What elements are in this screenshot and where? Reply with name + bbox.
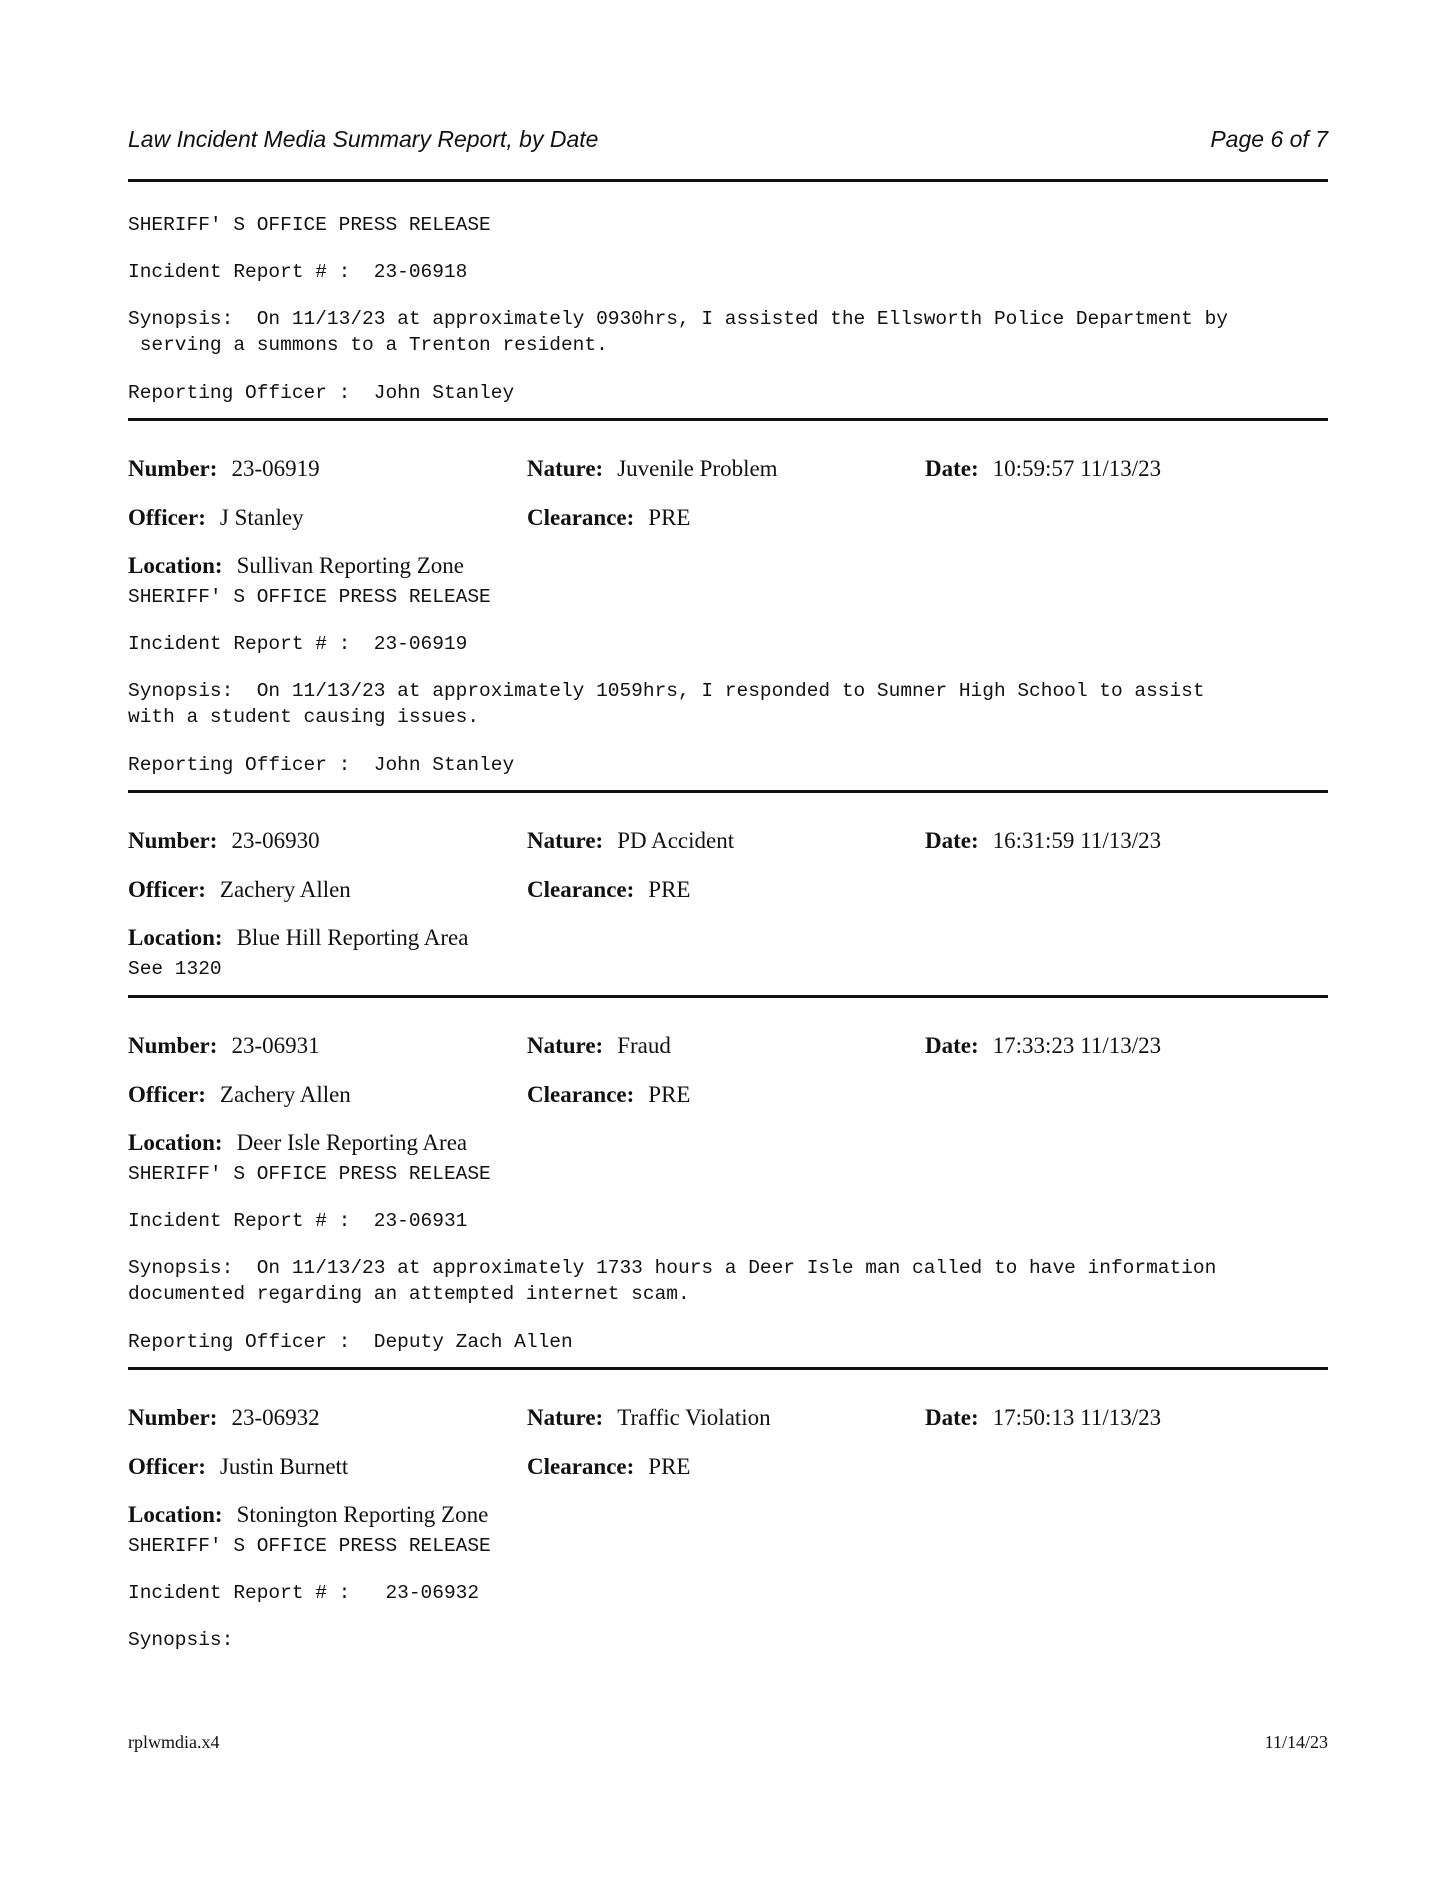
number-label: Number: [128,1405,218,1430]
location-value: Blue Hill Reporting Area [236,925,469,950]
incident-number [128,828,320,854]
section-rule [128,995,1328,998]
incident-number [128,1033,320,1059]
location-label: Location: [128,1130,223,1155]
number-value: 23-06932 [231,1405,320,1430]
incident-date [925,456,1161,482]
nature-value: Traffic Violation [617,1405,771,1430]
date-label: Date: [925,1033,979,1058]
date-value: 17:50:13 11/13/23 [992,1405,1162,1430]
press-release-heading: SHERIFF' S OFFICE PRESS RELEASE [128,214,491,236]
date-label: Date: [925,456,979,481]
incident-officer [128,1082,351,1108]
officer-label: Officer: [128,1082,206,1107]
clearance-value: PRE [648,505,691,530]
clearance-label: Clearance: [527,505,635,530]
nature-label: Nature: [527,1033,604,1058]
number-label: Number: [128,456,218,481]
nature-label: Nature: [527,828,604,853]
clearance-value: PRE [648,1454,691,1479]
incident-nature [527,828,734,854]
section-rule [128,790,1328,793]
location-value: Deer Isle Reporting Area [236,1130,468,1155]
clearance-label: Clearance: [527,1082,635,1107]
press-release-heading: SHERIFF' S OFFICE PRESS RELEASE [128,586,491,608]
incident-report-number: Incident Report # : 23-06932 [128,1582,480,1604]
incident-nature [527,1033,671,1059]
date-value: 16:31:59 11/13/23 [992,828,1162,853]
synopsis: Synopsis: On 11/13/23 at approximately 0930hrs, I assisted the Ellsworth Police Department by serving a summons to a Trenton resident. [128,308,1228,356]
incident-report-number: Incident Report # : 23-06931 [128,1210,468,1232]
incident-nature [527,456,778,482]
synopsis: Synopsis: On 11/13/23 at approximately 1733 hours a Deer Isle man called to have information documented regarding an attempted internet scam. [128,1257,1217,1305]
nature-value: PD Accident [617,828,735,853]
synopsis: Synopsis: [128,1629,234,1651]
page-header [128,126,1328,160]
incident-location [128,925,468,951]
incident-report-number: Incident Report # : 23-06918 [128,261,468,283]
incident-officer [128,877,351,903]
incident-nature [527,1405,771,1431]
incident-location [128,1502,488,1528]
nature-label: Nature: [527,456,604,481]
officer-label: Officer: [128,505,206,530]
officer-value: Zachery Allen [219,1082,351,1107]
clearance-value: PRE [648,877,691,902]
footer-report-code: rplwmdia.x4 [128,1732,220,1752]
location-label: Location: [128,925,223,950]
footer-print-date: 11/14/23 [1264,1732,1328,1752]
nature-label: Nature: [527,1405,604,1430]
officer-value: J Stanley [219,505,304,530]
incident-date [925,828,1161,854]
incident-officer [128,1454,348,1480]
section-rule [128,1367,1328,1370]
date-value: 10:59:57 11/13/23 [992,456,1162,481]
incident-date [925,1405,1161,1431]
date-label: Date: [925,1405,979,1430]
location-label: Location: [128,553,223,578]
header-rule [128,179,1328,182]
officer-label: Officer: [128,877,206,902]
reporting-officer: Reporting Officer : Deputy Zach Allen [128,1331,573,1353]
page-number: Page 6 of 7 [1210,126,1328,152]
report-title: Law Incident Media Summary Report, by Date [128,126,599,152]
officer-label: Officer: [128,1454,206,1479]
date-label: Date: [925,828,979,853]
incident-number [128,456,320,482]
incident-clearance [527,877,690,903]
incident-report-number: Incident Report # : 23-06919 [128,633,468,655]
number-label: Number: [128,1033,218,1058]
nature-value: Juvenile Problem [617,456,778,481]
number-value: 23-06931 [231,1033,320,1058]
date-value: 17:33:23 11/13/23 [992,1033,1162,1058]
press-release-heading: SHERIFF' S OFFICE PRESS RELEASE [128,1163,491,1185]
clearance-value: PRE [648,1082,691,1107]
section-rule [128,418,1328,421]
incident-date [925,1033,1161,1059]
clearance-label: Clearance: [527,1454,635,1479]
incident-location [128,1130,467,1156]
nature-value: Fraud [617,1033,671,1058]
clearance-label: Clearance: [527,877,635,902]
location-label: Location: [128,1502,223,1527]
reporting-officer: Reporting Officer : John Stanley [128,382,515,404]
number-label: Number: [128,828,218,853]
number-value: 23-06930 [231,828,320,853]
officer-value: Justin Burnett [219,1454,349,1479]
number-value: 23-06919 [231,456,320,481]
report-page [128,0,1328,1884]
location-value: Sullivan Reporting Zone [236,553,464,578]
synopsis: Synopsis: On 11/13/23 at approximately 1059hrs, I responded to Sumner High School to assist with a student causing issues. [128,680,1205,728]
officer-value: Zachery Allen [219,877,351,902]
incident-clearance [527,1082,690,1108]
incident-clearance [527,505,690,531]
location-value: Stonington Reporting Zone [236,1502,489,1527]
incident-location [128,553,464,579]
incident-officer [128,505,304,531]
press-release-heading: SHERIFF' S OFFICE PRESS RELEASE [128,1535,491,1557]
reporting-officer: Reporting Officer : John Stanley [128,754,515,776]
incident-clearance [527,1454,690,1480]
incident-note: See 1320 [128,958,222,980]
incident-number [128,1405,320,1431]
